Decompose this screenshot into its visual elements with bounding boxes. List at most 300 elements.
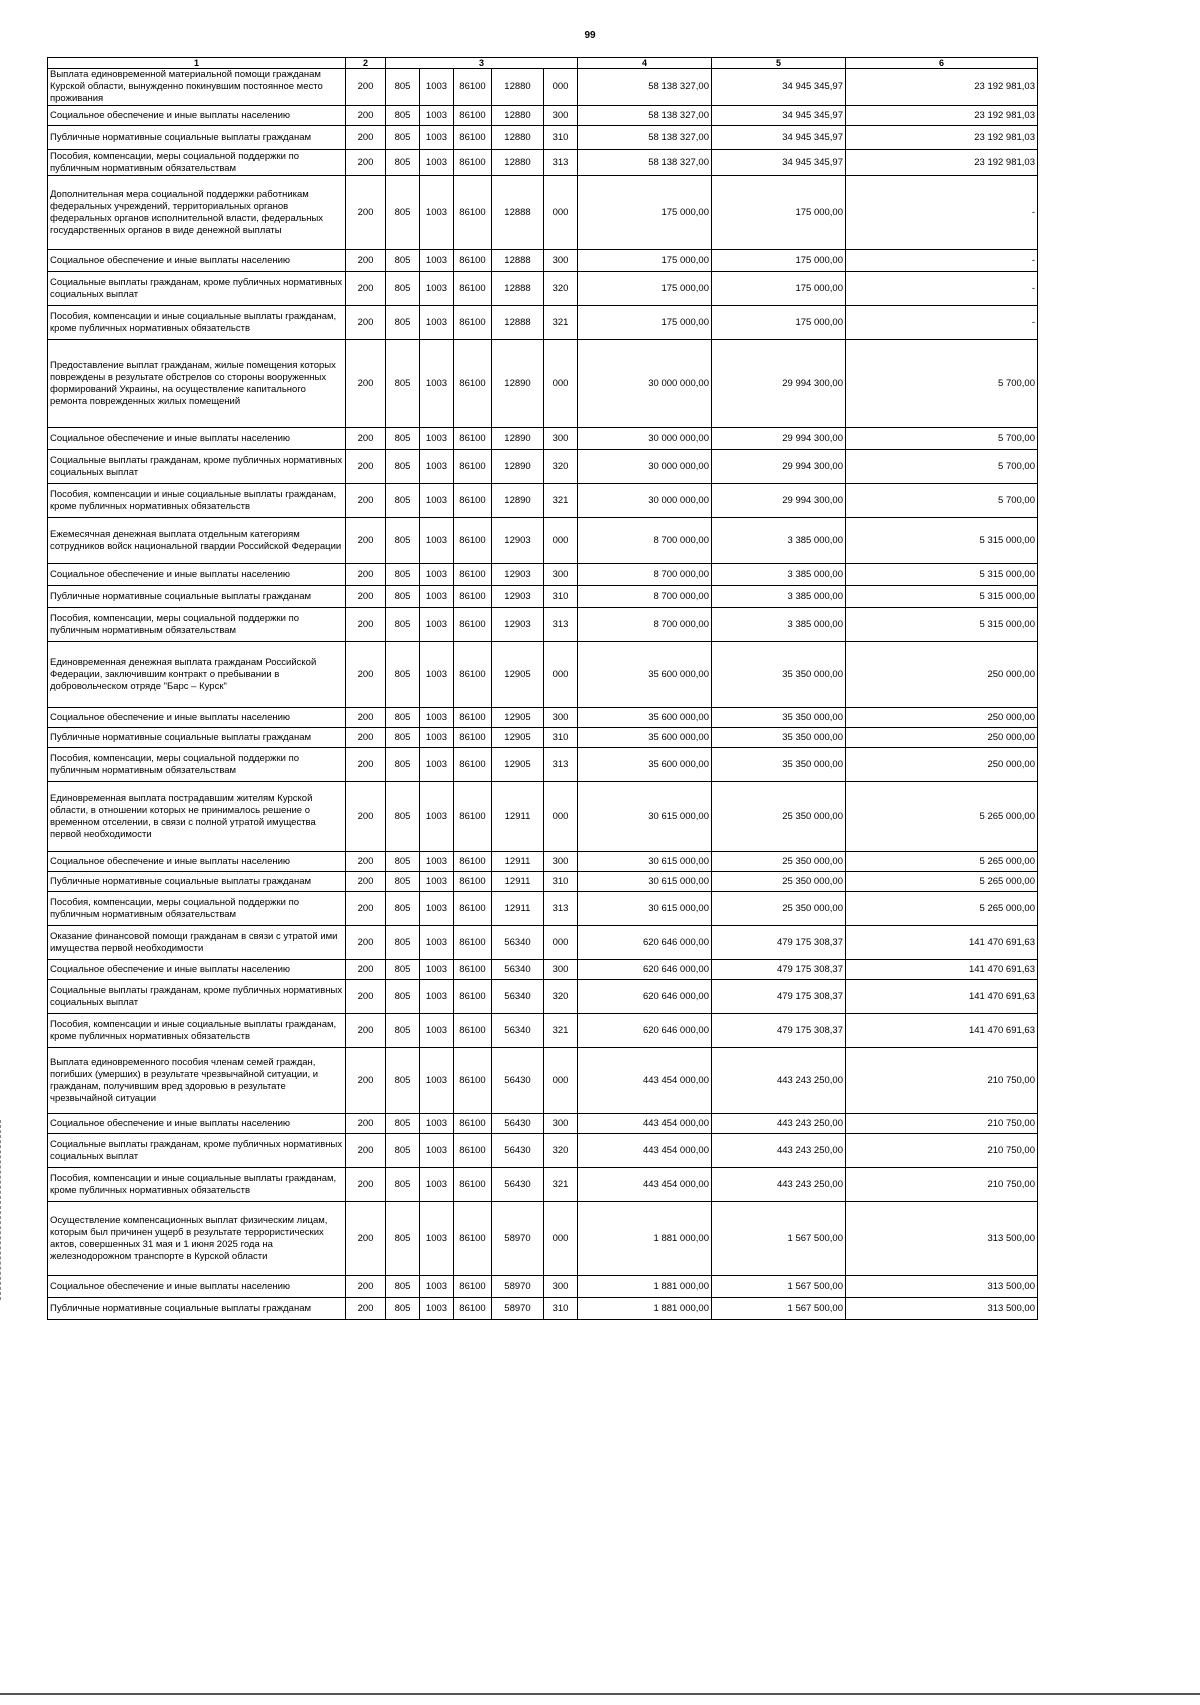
row-col2-code: 200 (346, 608, 386, 642)
row-chapter-code: 805 (386, 428, 420, 450)
row-executed-amount: 3 385 000,00 (712, 586, 846, 608)
row-program-code: 86100 (454, 1114, 492, 1134)
row-remaining-amount: 23 192 981,03 (846, 126, 1038, 150)
row-executed-amount: 175 000,00 (712, 306, 846, 340)
table-row (48, 748, 1038, 782)
row-target-code: 58970 (492, 1202, 544, 1276)
row-executed-amount: 34 945 345,97 (712, 126, 846, 150)
row-chapter-code: 805 (386, 1048, 420, 1114)
table-row (48, 892, 1038, 926)
row-target-code: 12880 (492, 106, 544, 126)
row-col2-code: 200 (346, 1298, 386, 1320)
row-remaining-amount: 141 470 691,63 (846, 1014, 1038, 1048)
row-executed-amount: 479 175 308,37 (712, 926, 846, 960)
row-chapter-code: 805 (386, 1276, 420, 1298)
row-planned-amount: 620 646 000,00 (578, 980, 712, 1014)
row-col2-code: 200 (346, 518, 386, 564)
row-chapter-code: 805 (386, 586, 420, 608)
row-remaining-amount: 210 750,00 (846, 1114, 1038, 1134)
row-remaining-amount: 5 315 000,00 (846, 608, 1038, 642)
row-expense-type-code: 313 (544, 608, 578, 642)
row-program-code: 86100 (454, 450, 492, 484)
row-expense-type-code: 313 (544, 150, 578, 176)
row-expense-type-code: 000 (544, 782, 578, 852)
row-name: Выплата единовременной материальной помощи гражданам Курской области, вынужденно покинувшим постоянное место проживания (48, 69, 346, 106)
row-executed-amount: 25 350 000,00 (712, 892, 846, 926)
row-planned-amount: 35 600 000,00 (578, 748, 712, 782)
row-target-code: 12880 (492, 126, 544, 150)
row-chapter-code: 805 (386, 126, 420, 150)
row-remaining-amount: 23 192 981,03 (846, 69, 1038, 106)
table-row (48, 1134, 1038, 1168)
row-col2-code: 200 (346, 1114, 386, 1134)
row-name: Оказание финансовой помощи гражданам в связи с утратой ими имущества первой необходимости (48, 926, 346, 960)
column-header-2: 2 (346, 58, 386, 69)
table-row (48, 852, 1038, 872)
row-section-code: 1003 (420, 484, 454, 518)
row-planned-amount: 30 000 000,00 (578, 450, 712, 484)
row-name: Социальное обеспечение и иные выплаты населению (48, 250, 346, 272)
row-program-code: 86100 (454, 340, 492, 428)
row-program-code: 86100 (454, 1276, 492, 1298)
row-name: Социальные выплаты гражданам, кроме публичных нормативных социальных выплат (48, 450, 346, 484)
row-target-code: 12890 (492, 450, 544, 484)
row-chapter-code: 805 (386, 1114, 420, 1134)
row-chapter-code: 805 (386, 708, 420, 728)
row-remaining-amount: 250 000,00 (846, 708, 1038, 728)
row-chapter-code: 805 (386, 306, 420, 340)
row-remaining-amount: 5 265 000,00 (846, 892, 1038, 926)
row-program-code: 86100 (454, 642, 492, 708)
row-planned-amount: 35 600 000,00 (578, 728, 712, 748)
table-body (48, 69, 1038, 1320)
row-remaining-amount: 210 750,00 (846, 1168, 1038, 1202)
row-planned-amount: 1 881 000,00 (578, 1202, 712, 1276)
table-row (48, 340, 1038, 428)
column-header-5: 5 (712, 58, 846, 69)
row-col2-code: 200 (346, 272, 386, 306)
row-name: Единовременная денежная выплата гражданам Российской Федерации, заключившим контракт о пребывании в добровольческом отряде "Барс – Курск" (48, 642, 346, 708)
row-col2-code: 200 (346, 926, 386, 960)
row-section-code: 1003 (420, 926, 454, 960)
row-col2-code: 200 (346, 980, 386, 1014)
row-chapter-code: 805 (386, 340, 420, 428)
row-program-code: 86100 (454, 106, 492, 126)
table-row (48, 176, 1038, 250)
row-executed-amount: 1 567 500,00 (712, 1298, 846, 1320)
row-program-code: 86100 (454, 852, 492, 872)
row-remaining-amount: - (846, 306, 1038, 340)
row-executed-amount: 29 994 300,00 (712, 484, 846, 518)
row-target-code: 12888 (492, 306, 544, 340)
row-col2-code: 200 (346, 872, 386, 892)
row-executed-amount: 443 243 250,00 (712, 1048, 846, 1114)
row-chapter-code: 805 (386, 69, 420, 106)
row-name: Социальное обеспечение и иные выплаты населению (48, 708, 346, 728)
row-expense-type-code: 000 (544, 69, 578, 106)
table-row (48, 1298, 1038, 1320)
row-name: Осуществление компенсационных выплат физическим лицам, которым был причинен ущерб в результате террористических актов, совершенных 31 мая и 1 июня 2025 года на железнодорожном транспорте в Курской области (48, 1202, 346, 1276)
row-section-code: 1003 (420, 892, 454, 926)
row-program-code: 86100 (454, 69, 492, 106)
table-row (48, 69, 1038, 106)
row-name: Социальные выплаты гражданам, кроме публичных нормативных социальных выплат (48, 272, 346, 306)
row-planned-amount: 620 646 000,00 (578, 926, 712, 960)
row-name: Выплата единовременного пособия членам семей граждан, погибших (умерших) в результате чрезвычайной ситуации, и гражданам, получившим вред здоровью в результате чрезвычайной ситуации (48, 1048, 346, 1114)
row-executed-amount: 35 350 000,00 (712, 708, 846, 728)
page-bottom-edge (0, 1693, 1200, 1695)
row-planned-amount: 30 615 000,00 (578, 872, 712, 892)
row-target-code: 56430 (492, 1048, 544, 1114)
table-row (48, 980, 1038, 1014)
row-executed-amount: 25 350 000,00 (712, 782, 846, 852)
table-row (48, 608, 1038, 642)
row-name: Публичные нормативные социальные выплаты гражданам (48, 872, 346, 892)
row-col2-code: 200 (346, 1014, 386, 1048)
row-executed-amount: 29 994 300,00 (712, 340, 846, 428)
row-chapter-code: 805 (386, 484, 420, 518)
row-name: Социальное обеспечение и иные выплаты населению (48, 106, 346, 126)
row-planned-amount: 443 454 000,00 (578, 1048, 712, 1114)
table-row (48, 1202, 1038, 1276)
row-chapter-code: 805 (386, 926, 420, 960)
row-section-code: 1003 (420, 518, 454, 564)
row-expense-type-code: 000 (544, 176, 578, 250)
row-expense-type-code: 300 (544, 1276, 578, 1298)
row-name: Пособия, компенсации, меры социальной поддержки по публичным нормативным обязательствам (48, 892, 346, 926)
row-expense-type-code: 310 (544, 1298, 578, 1320)
table-row (48, 564, 1038, 586)
row-name: Дополнительная мера социальной поддержки работникам федеральных учреждений, территориальных органов федеральных органов исполнительной власти, федеральных государственных органов в виде денежной выплаты (48, 176, 346, 250)
row-chapter-code: 805 (386, 518, 420, 564)
row-section-code: 1003 (420, 1276, 454, 1298)
row-chapter-code: 805 (386, 728, 420, 748)
row-expense-type-code: 000 (544, 1202, 578, 1276)
row-expense-type-code: 321 (544, 1168, 578, 1202)
row-section-code: 1003 (420, 642, 454, 708)
row-executed-amount: 35 350 000,00 (712, 728, 846, 748)
row-target-code: 12880 (492, 150, 544, 176)
row-section-code: 1003 (420, 1014, 454, 1048)
row-program-code: 86100 (454, 484, 492, 518)
row-section-code: 1003 (420, 69, 454, 106)
row-planned-amount: 620 646 000,00 (578, 960, 712, 980)
row-remaining-amount: 5 265 000,00 (846, 872, 1038, 892)
row-planned-amount: 30 000 000,00 (578, 428, 712, 450)
row-remaining-amount: 5 265 000,00 (846, 852, 1038, 872)
row-col2-code: 200 (346, 176, 386, 250)
table-row (48, 1048, 1038, 1114)
row-planned-amount: 30 000 000,00 (578, 484, 712, 518)
row-program-code: 86100 (454, 518, 492, 564)
column-header-6: 6 (846, 58, 1038, 69)
row-remaining-amount: 5 700,00 (846, 428, 1038, 450)
row-remaining-amount: 23 192 981,03 (846, 150, 1038, 176)
row-target-code: 56340 (492, 960, 544, 980)
row-remaining-amount: 5 315 000,00 (846, 518, 1038, 564)
row-executed-amount: 443 243 250,00 (712, 1114, 846, 1134)
row-col2-code: 200 (346, 484, 386, 518)
column-header-4: 4 (578, 58, 712, 69)
row-planned-amount: 58 138 327,00 (578, 69, 712, 106)
row-target-code: 12911 (492, 892, 544, 926)
row-program-code: 86100 (454, 306, 492, 340)
table-row (48, 642, 1038, 708)
table-row (48, 272, 1038, 306)
row-planned-amount: 30 000 000,00 (578, 340, 712, 428)
row-section-code: 1003 (420, 586, 454, 608)
row-planned-amount: 8 700 000,00 (578, 608, 712, 642)
row-expense-type-code: 000 (544, 642, 578, 708)
row-planned-amount: 8 700 000,00 (578, 564, 712, 586)
row-executed-amount: 34 945 345,97 (712, 150, 846, 176)
row-col2-code: 200 (346, 1168, 386, 1202)
row-section-code: 1003 (420, 1048, 454, 1114)
row-executed-amount: 35 350 000,00 (712, 748, 846, 782)
row-section-code: 1003 (420, 272, 454, 306)
row-section-code: 1003 (420, 564, 454, 586)
row-col2-code: 200 (346, 106, 386, 126)
row-program-code: 86100 (454, 1298, 492, 1320)
row-name: Публичные нормативные социальные выплаты гражданам (48, 586, 346, 608)
row-expense-type-code: 300 (544, 428, 578, 450)
row-planned-amount: 443 454 000,00 (578, 1134, 712, 1168)
row-col2-code: 200 (346, 428, 386, 450)
row-planned-amount: 8 700 000,00 (578, 518, 712, 564)
row-name: Социальное обеспечение и иные выплаты населению (48, 564, 346, 586)
row-program-code: 86100 (454, 150, 492, 176)
row-col2-code: 200 (346, 340, 386, 428)
row-chapter-code: 805 (386, 272, 420, 306)
row-chapter-code: 805 (386, 980, 420, 1014)
row-section-code: 1003 (420, 1114, 454, 1134)
row-program-code: 86100 (454, 980, 492, 1014)
scan-edge-mark (0, 1120, 2, 1300)
row-col2-code: 200 (346, 306, 386, 340)
row-planned-amount: 30 615 000,00 (578, 892, 712, 926)
page-number: 99 (584, 30, 596, 41)
row-expense-type-code: 000 (544, 926, 578, 960)
row-chapter-code: 805 (386, 642, 420, 708)
column-header-3: 3 (386, 58, 578, 69)
row-expense-type-code: 313 (544, 892, 578, 926)
row-expense-type-code: 313 (544, 748, 578, 782)
row-expense-type-code: 000 (544, 1048, 578, 1114)
row-chapter-code: 805 (386, 150, 420, 176)
row-col2-code: 200 (346, 708, 386, 728)
row-program-code: 86100 (454, 176, 492, 250)
row-target-code: 56430 (492, 1134, 544, 1168)
row-expense-type-code: 310 (544, 728, 578, 748)
row-planned-amount: 175 000,00 (578, 306, 712, 340)
column-header-1: 1 (48, 58, 346, 69)
row-target-code: 12903 (492, 564, 544, 586)
row-col2-code: 200 (346, 728, 386, 748)
row-expense-type-code: 300 (544, 708, 578, 728)
table-row (48, 518, 1038, 564)
row-planned-amount: 58 138 327,00 (578, 126, 712, 150)
row-chapter-code: 805 (386, 1298, 420, 1320)
row-section-code: 1003 (420, 782, 454, 852)
table-row (48, 484, 1038, 518)
row-name: Социальное обеспечение и иные выплаты населению (48, 852, 346, 872)
row-name: Пособия, компенсации, меры социальной поддержки по публичным нормативным обязательствам (48, 150, 346, 176)
row-section-code: 1003 (420, 1202, 454, 1276)
row-executed-amount: 25 350 000,00 (712, 872, 846, 892)
table-row (48, 150, 1038, 176)
row-planned-amount: 1 881 000,00 (578, 1276, 712, 1298)
row-expense-type-code: 300 (544, 960, 578, 980)
row-col2-code: 200 (346, 450, 386, 484)
row-name: Пособия, компенсации, меры социальной поддержки по публичным нормативным обязательствам (48, 608, 346, 642)
row-target-code: 56340 (492, 980, 544, 1014)
row-planned-amount: 30 615 000,00 (578, 852, 712, 872)
row-chapter-code: 805 (386, 1202, 420, 1276)
row-chapter-code: 805 (386, 450, 420, 484)
row-col2-code: 200 (346, 150, 386, 176)
row-name: Публичные нормативные социальные выплаты гражданам (48, 728, 346, 748)
row-expense-type-code: 000 (544, 518, 578, 564)
row-col2-code: 200 (346, 1134, 386, 1168)
row-target-code: 56430 (492, 1114, 544, 1134)
row-planned-amount: 58 138 327,00 (578, 106, 712, 126)
row-program-code: 86100 (454, 728, 492, 748)
row-target-code: 58970 (492, 1276, 544, 1298)
row-section-code: 1003 (420, 250, 454, 272)
row-name: Социальные выплаты гражданам, кроме публичных нормативных социальных выплат (48, 980, 346, 1014)
row-target-code: 12911 (492, 852, 544, 872)
row-col2-code: 200 (346, 1276, 386, 1298)
row-section-code: 1003 (420, 1298, 454, 1320)
row-executed-amount: 443 243 250,00 (712, 1168, 846, 1202)
row-remaining-amount: 5 315 000,00 (846, 564, 1038, 586)
row-name: Ежемесячная денежная выплата отдельным категориям сотрудников войск национальной гвардии Российской Федерации (48, 518, 346, 564)
table-row (48, 428, 1038, 450)
row-planned-amount: 35 600 000,00 (578, 708, 712, 728)
row-col2-code: 200 (346, 250, 386, 272)
row-name: Социальные выплаты гражданам, кроме публичных нормативных социальных выплат (48, 1134, 346, 1168)
row-target-code: 56340 (492, 1014, 544, 1048)
row-chapter-code: 805 (386, 1168, 420, 1202)
row-executed-amount: 479 175 308,37 (712, 960, 846, 980)
row-remaining-amount: - (846, 176, 1038, 250)
row-planned-amount: 175 000,00 (578, 250, 712, 272)
row-remaining-amount: 5 700,00 (846, 484, 1038, 518)
row-target-code: 12905 (492, 728, 544, 748)
table-row (48, 586, 1038, 608)
row-name: Социальное обеспечение и иные выплаты населению (48, 428, 346, 450)
row-expense-type-code: 310 (544, 126, 578, 150)
row-executed-amount: 479 175 308,37 (712, 1014, 846, 1048)
row-program-code: 86100 (454, 1048, 492, 1114)
row-target-code: 12911 (492, 872, 544, 892)
table-row (48, 926, 1038, 960)
row-col2-code: 200 (346, 1048, 386, 1114)
row-expense-type-code: 320 (544, 272, 578, 306)
row-chapter-code: 805 (386, 892, 420, 926)
row-remaining-amount: 313 500,00 (846, 1276, 1038, 1298)
row-expense-type-code: 320 (544, 980, 578, 1014)
row-target-code: 12903 (492, 608, 544, 642)
row-program-code: 86100 (454, 1168, 492, 1202)
row-col2-code: 200 (346, 1202, 386, 1276)
row-section-code: 1003 (420, 980, 454, 1014)
table-row (48, 960, 1038, 980)
row-executed-amount: 25 350 000,00 (712, 852, 846, 872)
row-program-code: 86100 (454, 782, 492, 852)
row-target-code: 12890 (492, 428, 544, 450)
row-executed-amount: 175 000,00 (712, 272, 846, 306)
row-remaining-amount: 313 500,00 (846, 1298, 1038, 1320)
row-chapter-code: 805 (386, 176, 420, 250)
row-target-code: 12905 (492, 708, 544, 728)
row-planned-amount: 30 615 000,00 (578, 782, 712, 852)
row-col2-code: 200 (346, 564, 386, 586)
row-program-code: 86100 (454, 1014, 492, 1048)
row-program-code: 86100 (454, 926, 492, 960)
row-name: Пособия, компенсации и иные социальные выплаты гражданам, кроме публичных нормативных обязательств (48, 1168, 346, 1202)
row-expense-type-code: 321 (544, 1014, 578, 1048)
row-remaining-amount: 210 750,00 (846, 1134, 1038, 1168)
row-section-code: 1003 (420, 748, 454, 782)
row-program-code: 86100 (454, 872, 492, 892)
table-row (48, 106, 1038, 126)
row-name: Социальное обеспечение и иные выплаты населению (48, 1276, 346, 1298)
row-executed-amount: 3 385 000,00 (712, 518, 846, 564)
row-planned-amount: 175 000,00 (578, 272, 712, 306)
budget-table (47, 57, 1038, 1320)
row-remaining-amount: 250 000,00 (846, 728, 1038, 748)
row-expense-type-code: 300 (544, 564, 578, 586)
row-executed-amount: 29 994 300,00 (712, 450, 846, 484)
row-section-code: 1003 (420, 728, 454, 748)
row-target-code: 12888 (492, 250, 544, 272)
row-expense-type-code: 320 (544, 1134, 578, 1168)
row-target-code: 58970 (492, 1298, 544, 1320)
row-program-code: 86100 (454, 892, 492, 926)
row-section-code: 1003 (420, 340, 454, 428)
row-chapter-code: 805 (386, 1014, 420, 1048)
row-program-code: 86100 (454, 960, 492, 980)
row-chapter-code: 805 (386, 782, 420, 852)
row-chapter-code: 805 (386, 564, 420, 586)
row-remaining-amount: - (846, 250, 1038, 272)
row-executed-amount: 443 243 250,00 (712, 1134, 846, 1168)
table-row (48, 728, 1038, 748)
table-row (48, 708, 1038, 728)
row-col2-code: 200 (346, 960, 386, 980)
row-target-code: 12888 (492, 176, 544, 250)
row-planned-amount: 1 881 000,00 (578, 1298, 712, 1320)
row-program-code: 86100 (454, 564, 492, 586)
row-executed-amount: 3 385 000,00 (712, 608, 846, 642)
row-executed-amount: 29 994 300,00 (712, 428, 846, 450)
column-number-row (48, 58, 1038, 69)
row-expense-type-code: 310 (544, 872, 578, 892)
row-expense-type-code: 300 (544, 106, 578, 126)
row-program-code: 86100 (454, 608, 492, 642)
row-executed-amount: 175 000,00 (712, 250, 846, 272)
row-name: Единовременная выплата пострадавшим жителям Курской области, в отношении которых не принималось решение о временном отселении, в связи с полной утратой имущества первой необходимости (48, 782, 346, 852)
row-executed-amount: 34 945 345,97 (712, 69, 846, 106)
row-expense-type-code: 000 (544, 340, 578, 428)
row-planned-amount: 175 000,00 (578, 176, 712, 250)
table-row (48, 306, 1038, 340)
row-target-code: 12903 (492, 518, 544, 564)
row-planned-amount: 443 454 000,00 (578, 1168, 712, 1202)
table-row (48, 450, 1038, 484)
row-name: Социальное обеспечение и иные выплаты населению (48, 1114, 346, 1134)
